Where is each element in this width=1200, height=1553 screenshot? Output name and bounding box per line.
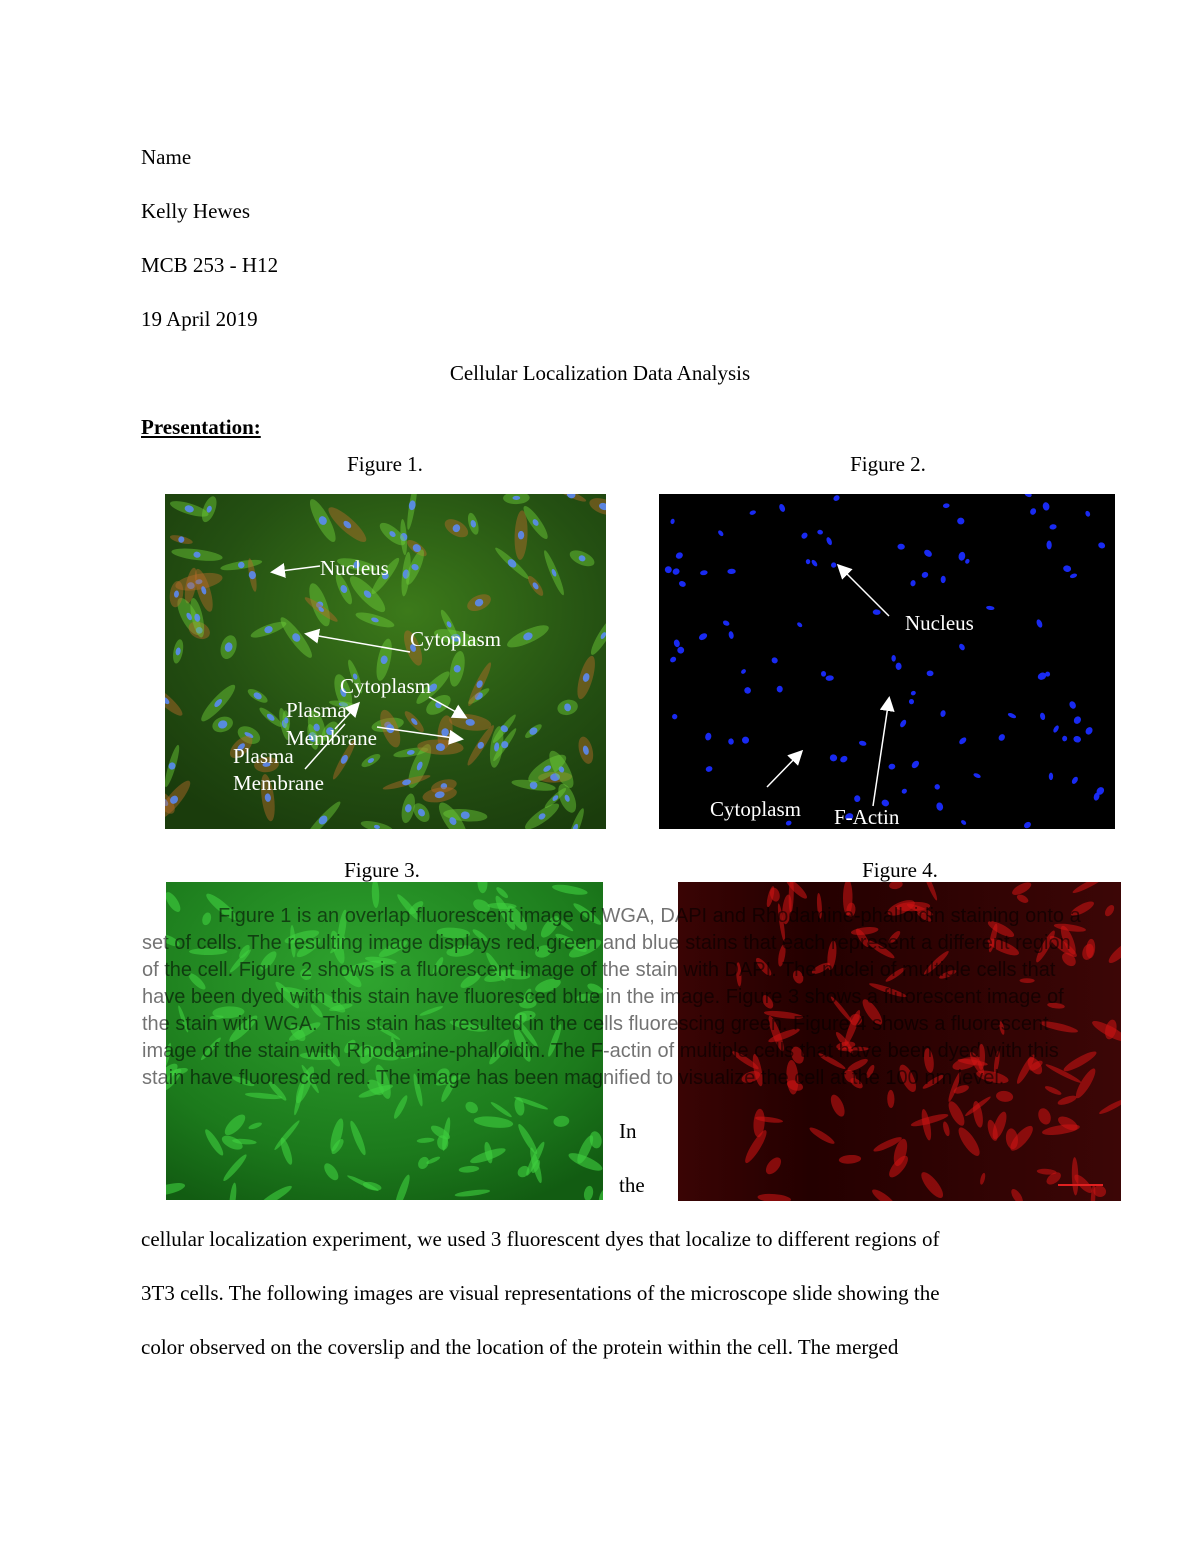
figure-3-caption: Figure 3. (344, 858, 420, 882)
figure-description-text: Figure 1 is an overlap fluorescent image of WGA, DAPI and Rhodamine-phalloidin staining onto a set of cells. The resulting image displays red, green and blue stains that each represent a different region of the cell. Figure 2 shows is a fluorescent image of the stain with DAPI. The nuclei of multiple cells that have been dyed with this stain have fluoresced blue in the image. Figure 3 shows a fluorescent image of the stain with WGA. This stain has resulted in the cells fluorescing green. Figure 4 shows a fluorescent image of the stain with Rhodamine-phalloidin. The F-actin of multiple cells that have been dyed with this stain have fluoresced red. The image has been magnified to visualize the cell at the 100 nm level. (142, 905, 1081, 1089)
figure-1-image (165, 494, 606, 829)
fig1-label-plasma-2: Plasma (233, 744, 294, 768)
figure-4-caption: Figure 4. (862, 858, 938, 882)
fig2-label-cytoplasm: Cytoplasm (710, 797, 802, 821)
name-label: Name (141, 145, 192, 169)
body-line-4: 3T3 cells. The following images are visual representations of the microscope slide showing the (141, 1281, 940, 1305)
body-line-2: the (619, 1173, 645, 1197)
figure-1-caption: Figure 1. (347, 452, 423, 476)
fig1-label-cytoplasm-1: Cytoplasm (410, 627, 502, 651)
fig2-nucleus-dot (1049, 773, 1053, 780)
body-line-5: color observed on the coverslip and the location of the protein within the cell. The merged (141, 1335, 899, 1359)
fig2-label-factin: F-Actin (834, 805, 900, 829)
fig1-label-nucleus: Nucleus (320, 556, 389, 580)
fig2-nucleus-dot (854, 795, 860, 802)
body-line-3: cellular localization experiment, we used 3 fluorescent dyes that localize to different regions of (141, 1227, 940, 1251)
figure-2-image (659, 494, 1115, 829)
fig1-label-membrane-1: Membrane (286, 726, 377, 750)
figure-description-paragraph (142, 903, 1092, 1092)
fig1-label-plasma-1: Plasma (286, 698, 347, 722)
student-name: Kelly Hewes (141, 199, 251, 223)
fig1-label-cytoplasm-2: Cytoplasm (340, 674, 432, 698)
figure-2-caption: Figure 2. (850, 452, 926, 476)
course-section: MCB 253 - H12 (141, 253, 279, 277)
date: 19 April 2019 (141, 307, 258, 331)
fig2-label-nucleus: Nucleus (905, 611, 974, 635)
document-title: Cellular Localization Data Analysis (449, 361, 751, 385)
body-line-1: In (619, 1119, 637, 1143)
section-heading: Presentation: (141, 415, 261, 439)
fig2-nucleus-dot (821, 671, 826, 677)
fig1-label-membrane-2: Membrane (233, 771, 324, 795)
